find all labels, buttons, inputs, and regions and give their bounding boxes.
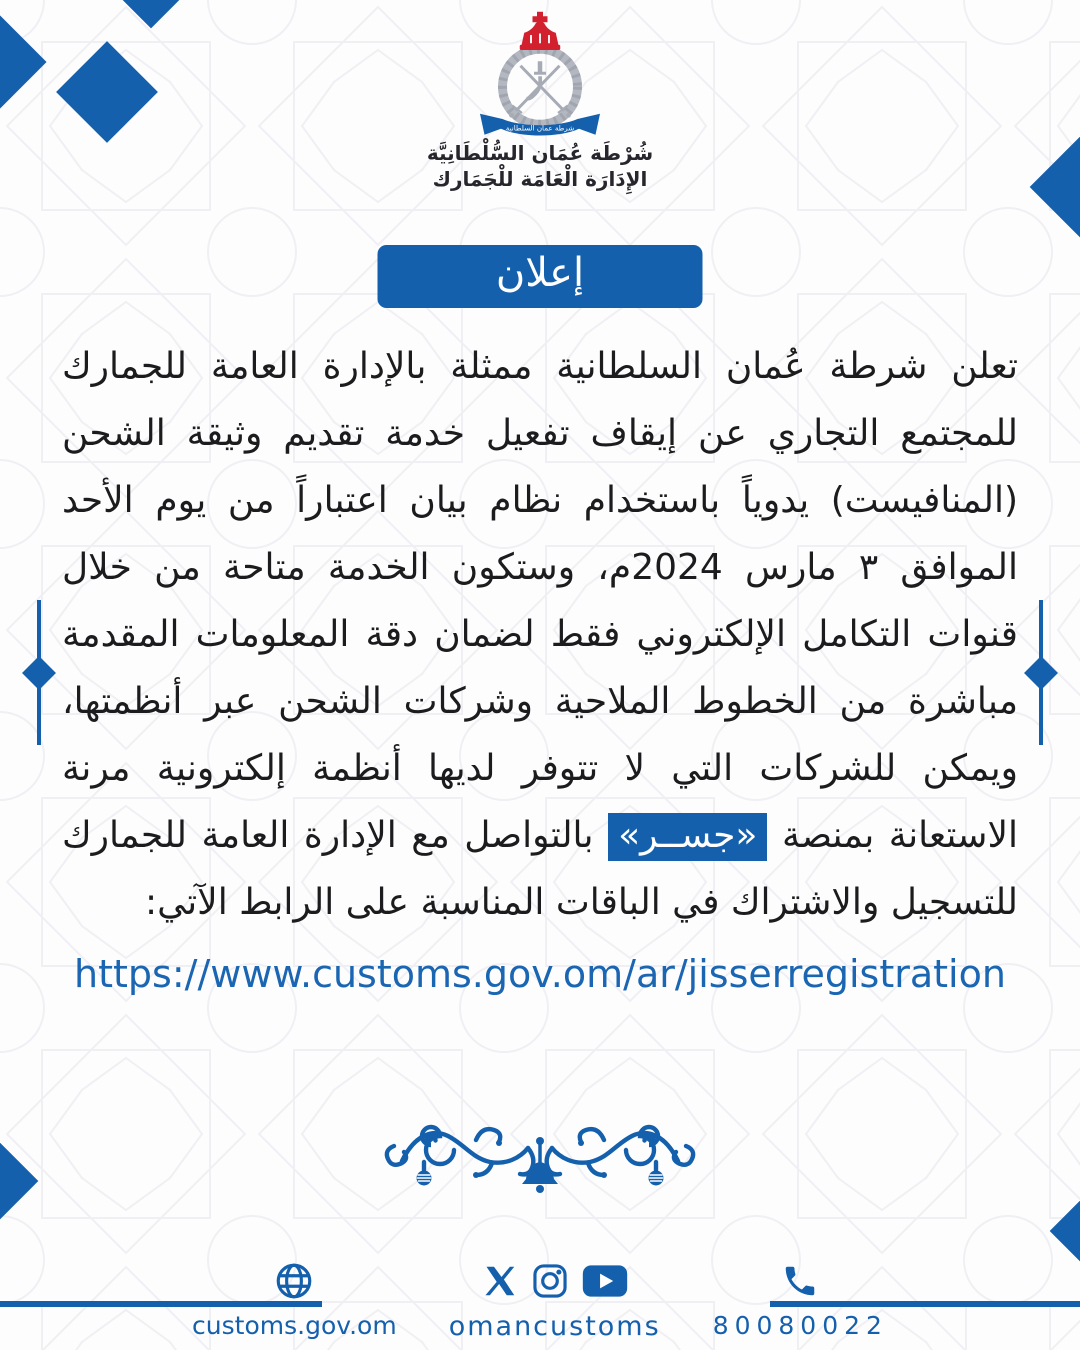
youtube-icon: [582, 1264, 628, 1298]
phone-label: 80080022: [712, 1311, 888, 1340]
crown-icon: [520, 12, 561, 50]
bell-icon: [522, 1137, 558, 1193]
phone-group: [713, 1258, 888, 1338]
decorative-flourish: [380, 1106, 700, 1210]
body-text-part2: بالتواصل مع الإدارة العامة للجمارك للتسجيل والاشتراك في الباقات المناسبة على الرابط الآتي:: [62, 815, 1018, 923]
social-handle-label: omancustoms: [448, 1311, 661, 1342]
phone-icon: [781, 1262, 819, 1300]
registration-link-line: [62, 952, 1018, 996]
org-name-line1: شُرْطَة عُمَان السُّلْطَانِيَّة: [426, 141, 654, 165]
police-customs-emblem: [465, 10, 615, 144]
website-label: customs.gov.om: [192, 1311, 397, 1340]
social-group: [449, 1258, 661, 1340]
ribbon-text: شرطة عمان السلطانية: [505, 123, 575, 133]
announcement-content: [62, 333, 1018, 996]
jisr-platform-highlight: «جســر»: [608, 813, 767, 861]
registration-link[interactable]: https://www.customs.gov.om/ar/jisserregistration: [74, 952, 1006, 996]
swords-khanjar-icon: [509, 61, 571, 117]
footer: [0, 1258, 1080, 1340]
body-text-part1: تعلن شرطة عُمان السلطانية ممثلة بالإدارة العامة للجمارك للمجتمع التجاري عن إيقاف تفعيل خدمة تقديم وثيقة الشحن (المنافيست) يدوياً باستخدام نظام بيان اعتباراً من يوم الأحد الموافق ٣ مارس 2024م، وستكون الخدمة متاحة من خلال قنوات التكامل الإلكتروني فقط لضمان دقة المعلومات المقدمة مباشرة من الخطوط الملاحية وشركات الشحن عبر أنظمتها، ويمكن للشركات التي لا تتوفر لديها أنظمة إلكترونية مرنة الاستعانة بمنصة: [62, 346, 1019, 856]
announcement-title-banner: [378, 245, 703, 308]
website-group: [192, 1258, 397, 1338]
announcement-body: [62, 333, 1018, 936]
globe-icon: [273, 1260, 315, 1302]
instagram-icon: [531, 1262, 569, 1300]
org-name-block: [0, 140, 1080, 192]
announcement-title: إعلان: [495, 249, 585, 296]
x-icon: [482, 1263, 518, 1299]
ribbon-banner-icon: [480, 114, 600, 136]
org-name-line2: الإِدَارَة الْعَامَة للْجَمَارك: [432, 167, 648, 191]
